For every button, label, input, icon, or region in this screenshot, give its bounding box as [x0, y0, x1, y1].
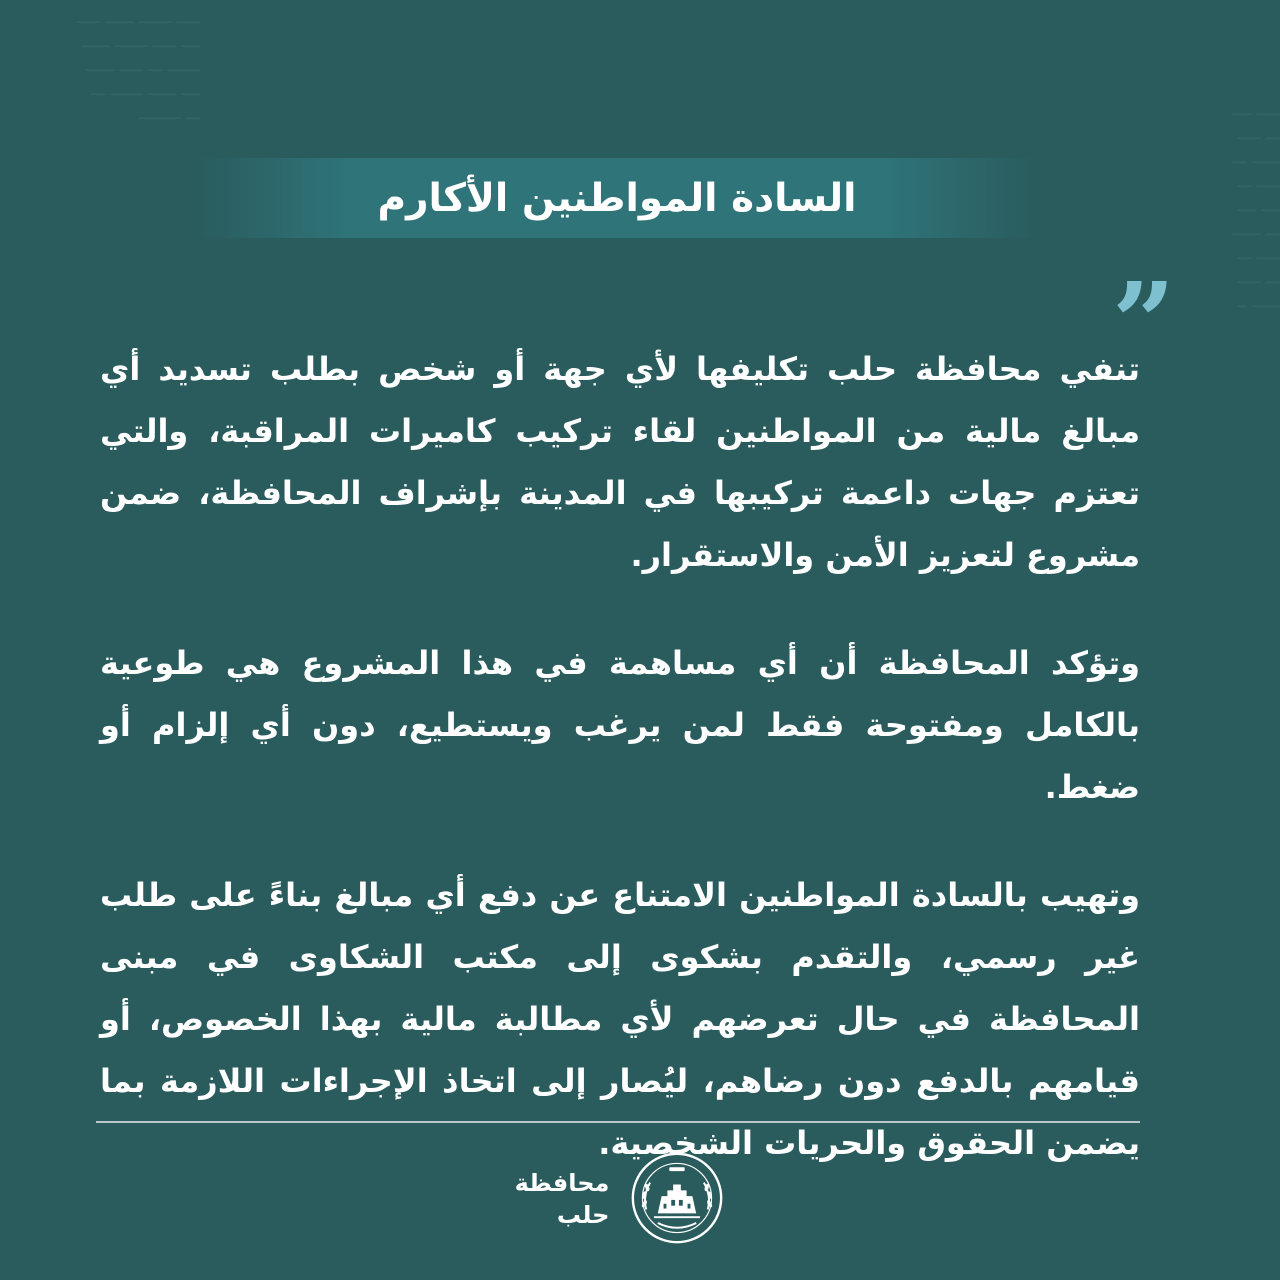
logo-wordmark [515, 1166, 610, 1230]
paragraph-3: وتهيب بالسادة المواطنين الامتناع عن دفع أي مبالغ بناءً على طلب غير رسمي، والتقدم بشكوى إلى مكتب الشكاوى في مبنى المحافظة في حال تعرضهم لأي مطالبة مالية بهذا الخصوص، أو قيامهم بالدفع دون رضاهم، ليُصار إلى اتخاذ الإجراءات اللازمة بما يضمن الحقوق والحريات الشخصية. [100, 876, 1140, 1162]
title-banner [198, 158, 1036, 238]
watermark-text-top: ـــــ ـــــــ ــــــ ـــــ ــــ ـــــ ـــــــ ــــــ ـــــــ ـــ ـــــ ــــــ ــــ ــــــ ـــــــ ـــ ـــ ـــــــــ [76, 8, 200, 123]
watermark-text-right: ـــــ ــــ ـــ ـــــ ــــــ ـــ ـــــ ـــ ــــ ــــ ـــ ــــــ ـــــ ـــ ـــ ـــــ ــــــ ــ [1232, 100, 1280, 311]
paragraph-2: وتؤكد المحافظة أن أي مساهمة في هذا المشروع هي طوعية بالكامل ومفتوحة فقط لمن يرغب ويستطيع، دون أي إلزام أو ضغط. [100, 644, 1140, 806]
quote-mark-icon: ” [1112, 258, 1176, 387]
announcement-body [100, 338, 1140, 1174]
aleppo-governorate-emblem-icon [629, 1150, 725, 1246]
footer-logo [515, 1150, 725, 1245]
page-title: السادة المواطنين الأكارم [377, 175, 857, 221]
paragraph-1: تنفي محافظة حلب تكليفها لأي جهة أو شخص بطلب تسديد أي مبالغ مالية من المواطنين لقاء تركيب كاميرات المراقبة، والتي تعتزم جهات داعمة تركيبها في المدينة بإشراف المحافظة، ضمن مشروع لتعزيز الأمن والاستقرار. [100, 350, 1140, 574]
logo-line-2: حلب [556, 1200, 610, 1229]
logo-line-1: محافظة [514, 1168, 610, 1197]
divider [96, 1121, 1140, 1123]
